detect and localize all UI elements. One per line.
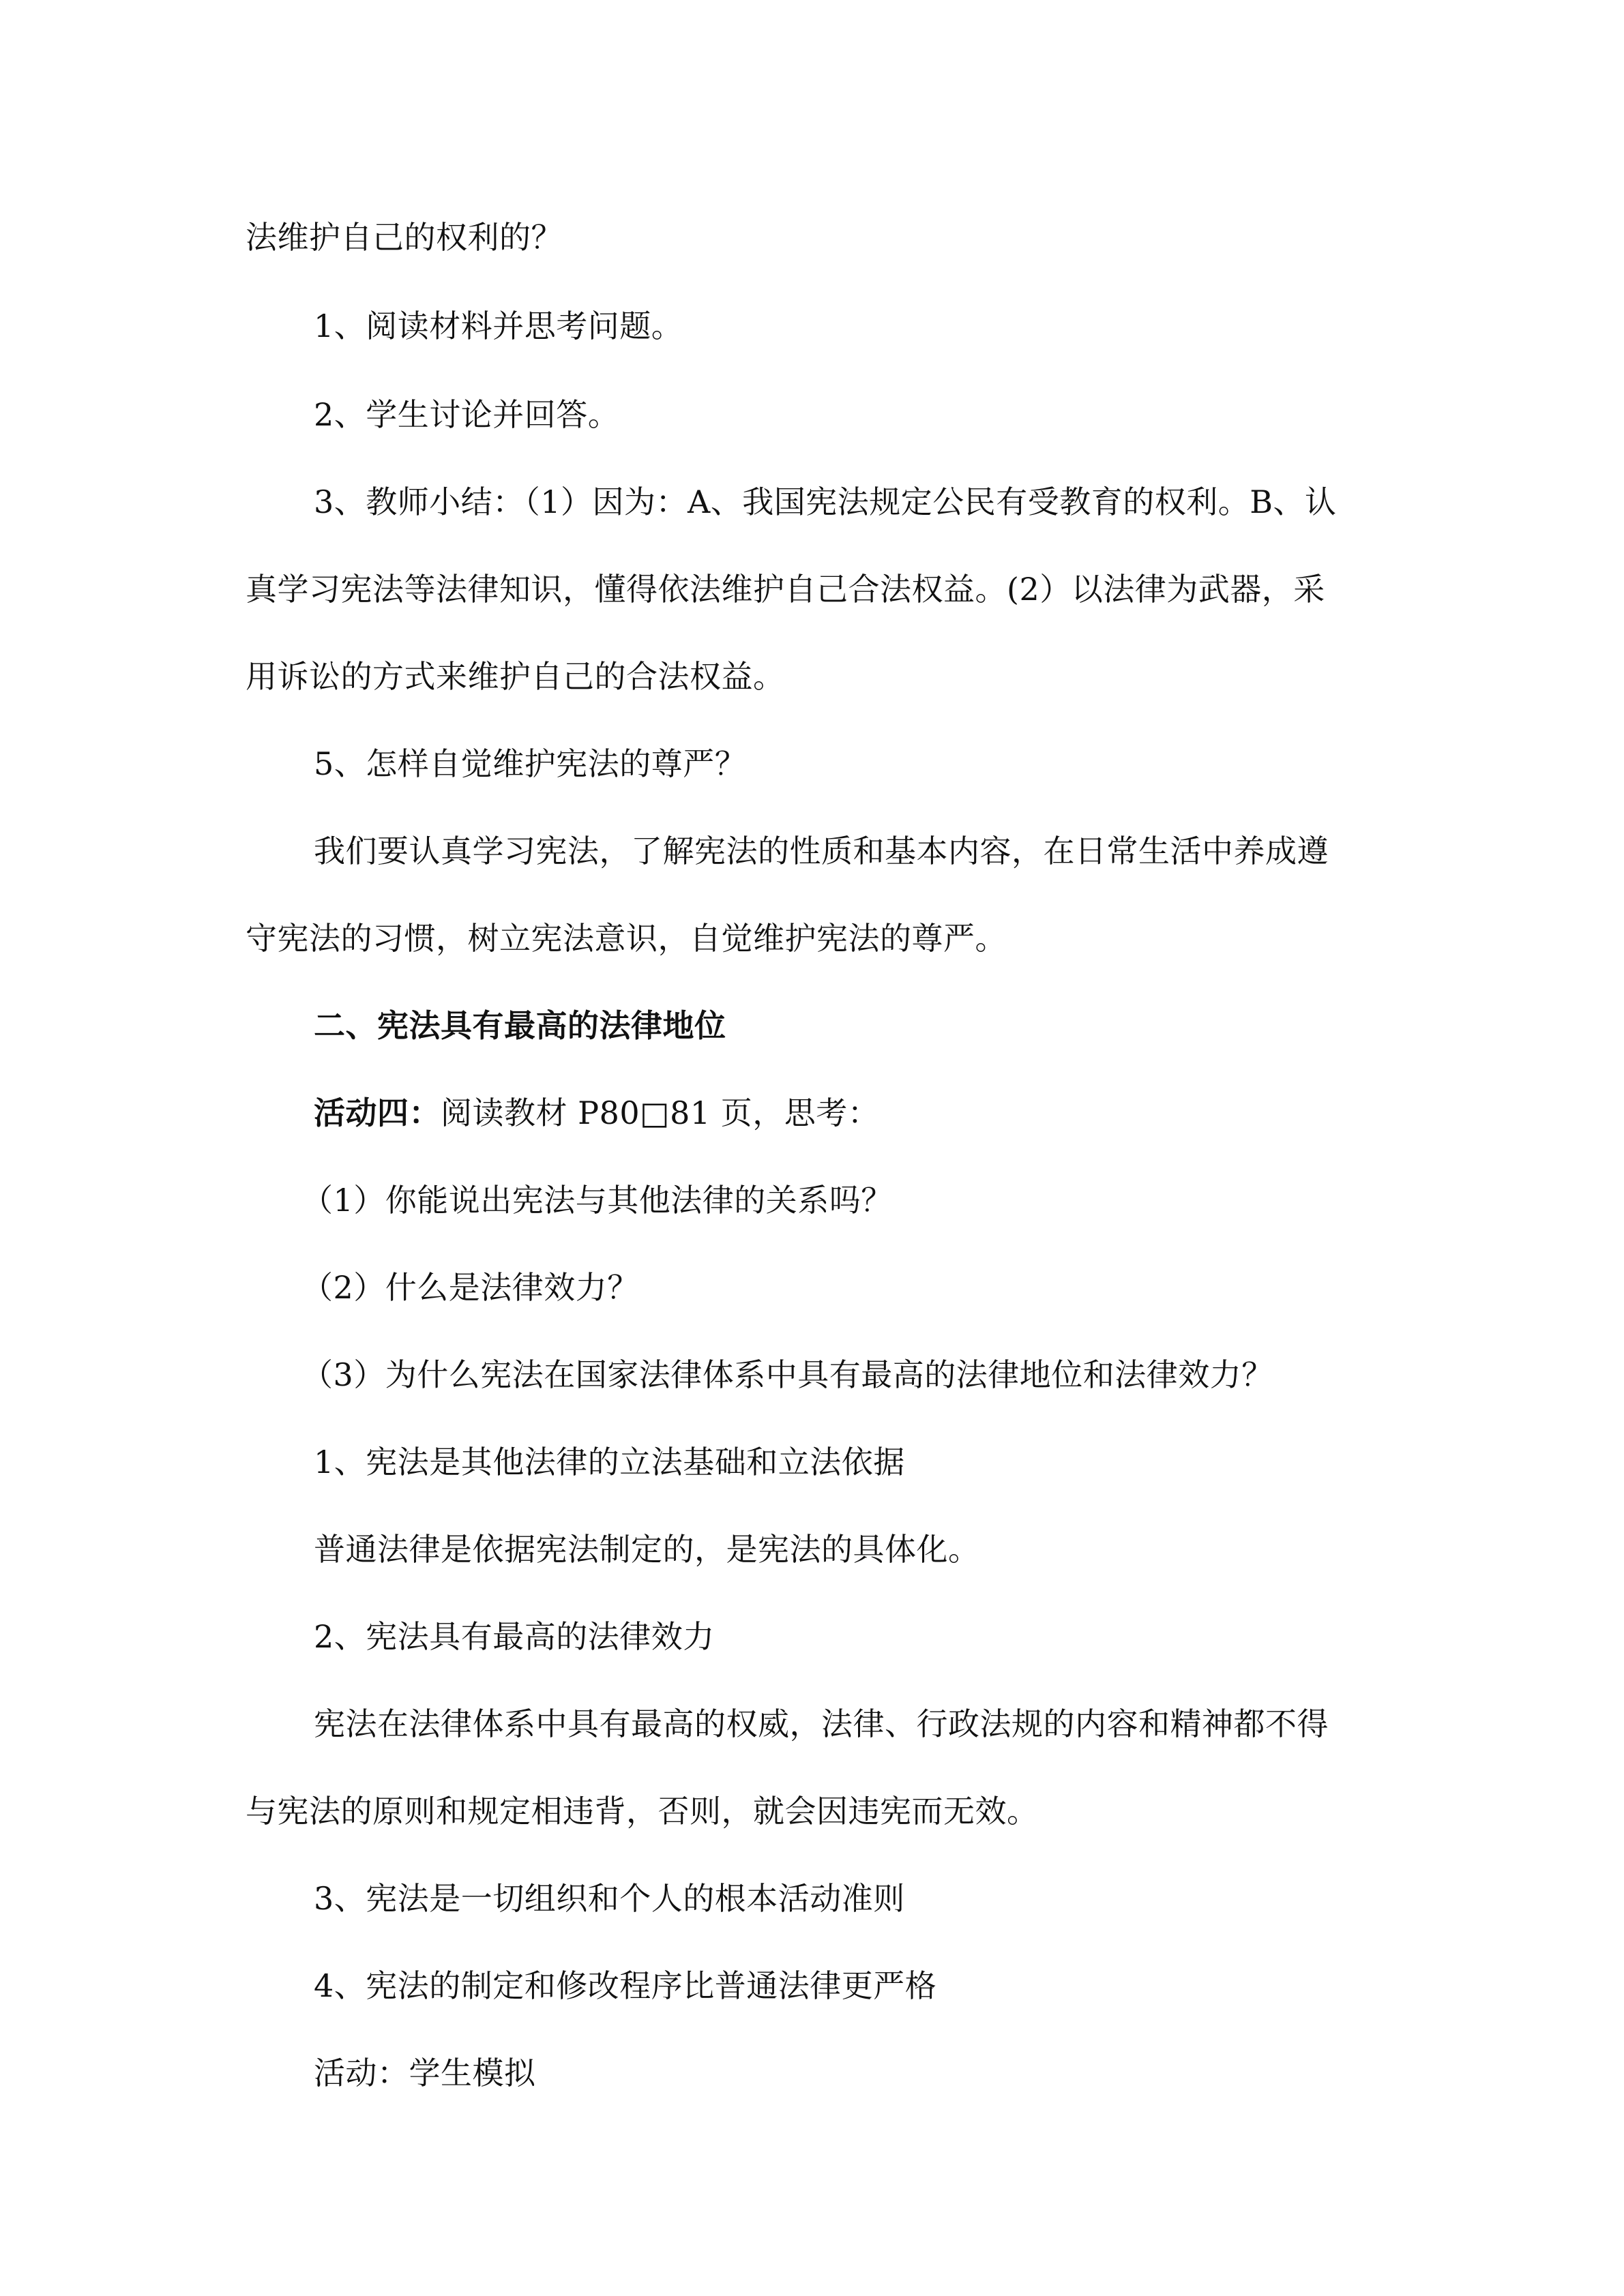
question-line: （1）你能说出宪法与其他法律的关系吗？ (301, 1182, 893, 1219)
question-line: （3）为什么宪法在国家法律体系中具有最高的法律地位和法律效力？ (301, 1356, 1273, 1393)
text-line: 4、宪法的制定和修改程序比普通法律更严格 (314, 1967, 937, 2004)
text-line: 我们要认真学习宪法，了解宪法的性质和基本内容，在日常生活中养成遵 (314, 833, 1329, 869)
text-line: 与宪法的原则和规定相违背，否则，就会因违宪而无效。 (246, 1793, 1039, 1830)
text-line: 用诉讼的方式来维护自己的合法权益。 (246, 658, 785, 695)
question-line: （2）什么是法律效力？ (301, 1269, 639, 1306)
text-line: 3、宪法是一切组织和个人的根本活动准则 (314, 1880, 905, 1917)
text-line: 2、宪法具有最高的法律效力 (314, 1618, 715, 1655)
text-line: 真学习宪法等法律知识，懂得依法维护自己合法权益。(2）以法律为武器，采 (246, 571, 1325, 608)
text-line: 1、宪法是其他法律的立法基础和立法依据 (314, 1444, 905, 1480)
text-line: 3、教师小结：（1）因为：A、我国宪法规定公民有受教育的权利。B、认 (314, 483, 1337, 520)
text-line: 1、阅读材料并思考问题。 (314, 308, 683, 344)
text-line: 法维护自己的权利的？ (246, 219, 563, 256)
activity-label: 活动四： (314, 1094, 441, 1131)
text-line: 5、怎样自觉维护宪法的尊严？ (314, 745, 747, 782)
text-line: 守宪法的习惯，树立宪法意识，自觉维护宪法的尊严。 (246, 920, 1007, 957)
section-heading: 二、宪法具有最高的法律地位 (314, 1007, 726, 1044)
text-line: 宪法在法律体系中具有最高的权威，法律、行政法规的内容和精神都不得 (314, 1705, 1329, 1742)
activity-text: 阅读教材 P80□81 页，思考： (441, 1094, 880, 1131)
activity-line (314, 1092, 879, 1133)
text-line: 活动：学生模拟 (314, 2055, 536, 2091)
text-line: 2、学生讨论并回答。 (314, 396, 620, 433)
text-line: 普通法律是依据宪法制定的，是宪法的具体化。 (314, 1531, 980, 1568)
